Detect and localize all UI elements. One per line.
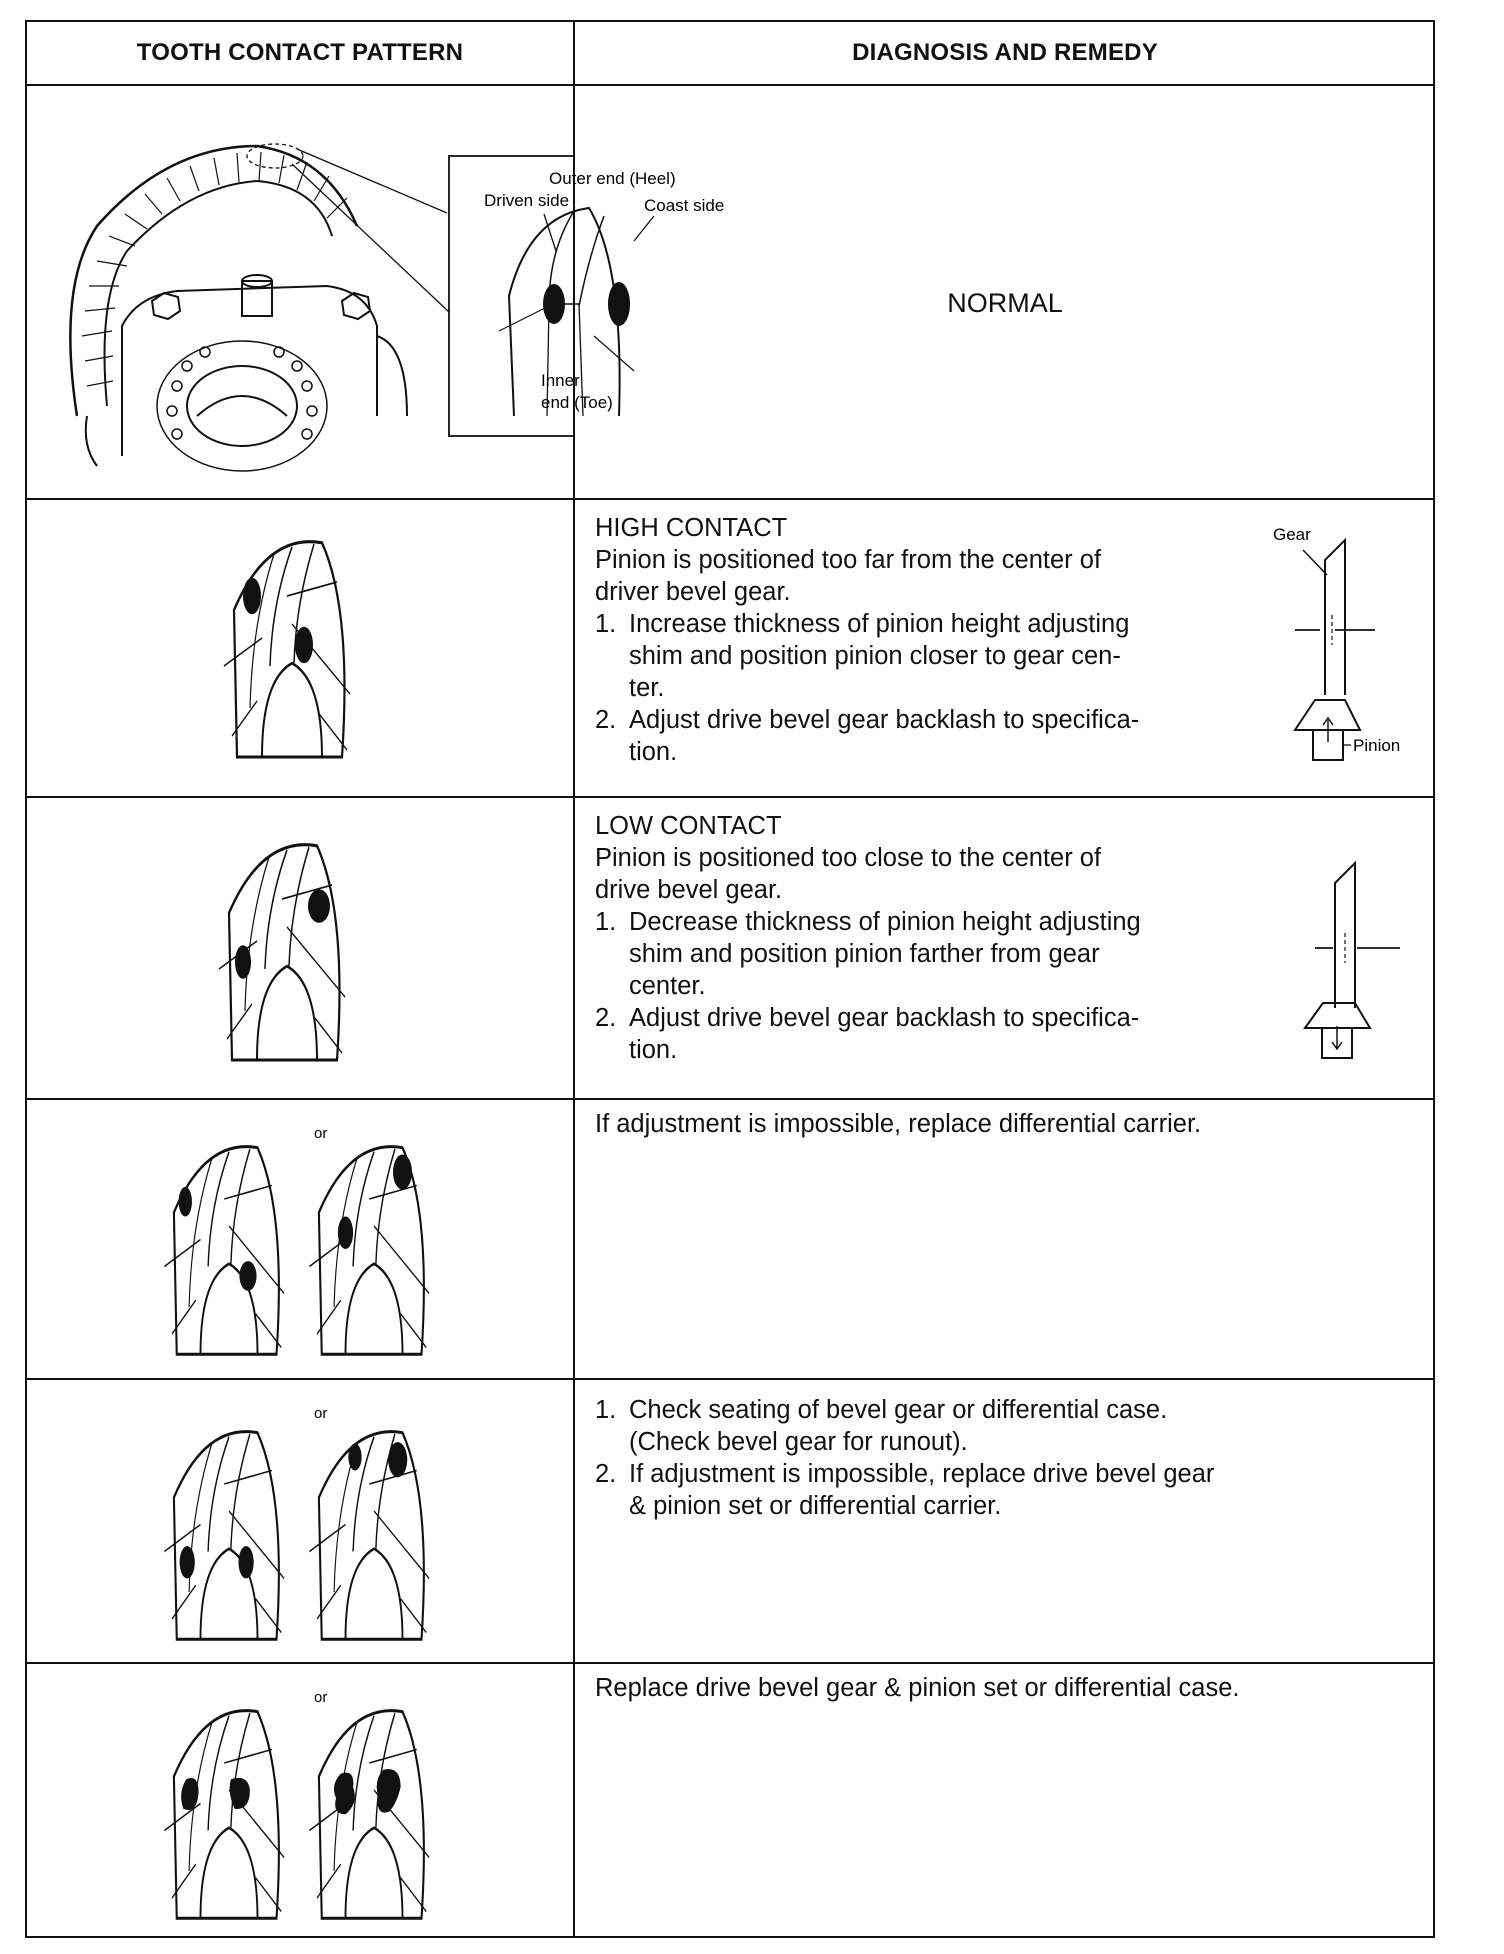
pinion-too-far-diagram	[1265, 520, 1425, 770]
inner-end-label-2: end (Toe)	[541, 393, 613, 412]
step-number: 1.	[595, 908, 617, 936]
low-contact-step1-line3: center.	[629, 972, 706, 1000]
low-contact-diagnosis-cell	[575, 798, 1435, 1098]
contact-mark	[543, 284, 565, 324]
or-label: or	[314, 1689, 328, 1706]
high-contact-line-1: Pinion is positioned too far from the center of	[595, 546, 1102, 574]
row6-text: Replace drive bevel gear & pinion set or differential case.	[595, 1674, 1240, 1702]
row5-step1-line2: (Check bevel gear for runout).	[629, 1428, 968, 1456]
step-number: 1.	[595, 610, 617, 638]
normal-diagnosis-cell	[575, 86, 1435, 498]
step-number: 2.	[595, 1460, 617, 1488]
high-contact-tooth	[27, 500, 573, 796]
high-contact-step1-line1: Increase thickness of pinion height adjusting	[629, 610, 1130, 638]
row6-teeth	[27, 1664, 573, 1938]
low-contact-tooth	[27, 798, 573, 1098]
row5-step2-line1: If adjustment is impossible, replace drive bevel gear	[629, 1460, 1215, 1488]
low-contact-step1-line2: shim and position pinion farther from gear	[629, 940, 1100, 968]
header-tooth-contact-pattern: TOOTH CONTACT PATTERN	[136, 39, 464, 66]
pinion-label: Pinion	[1353, 736, 1401, 755]
row5-step2-line2: & pinion set or differential carrier.	[629, 1492, 1002, 1520]
header-diagnosis-and-remedy: DIAGNOSIS AND REMEDY	[852, 39, 1158, 66]
row5-diagnosis-cell	[575, 1380, 1435, 1662]
row4-text: If adjustment is impossible, replace differential carrier.	[595, 1110, 1202, 1138]
high-contact-step2-line2: tion.	[629, 738, 678, 766]
high-contact-pattern-cell	[27, 500, 573, 796]
row6-pattern-cell	[27, 1664, 573, 1938]
low-contact-pattern-cell	[27, 798, 573, 1098]
row6-diagnosis-cell	[575, 1664, 1435, 1938]
low-contact-step2-line2: tion.	[629, 1036, 678, 1064]
low-contact-step1-line1: Decrease thickness of pinion height adjusting	[629, 908, 1141, 936]
normal-diagnosis-text: NORMAL	[947, 288, 1063, 318]
or-label: or	[314, 1125, 328, 1142]
row4-teeth	[27, 1100, 573, 1378]
normal-pattern-cell	[27, 86, 725, 498]
row5-pattern-cell	[27, 1380, 573, 1662]
row4-pattern-cell	[27, 1100, 573, 1378]
row5-step1-line1: Check seating of bevel gear or differential case.	[629, 1396, 1168, 1424]
low-contact-step2-line1: Adjust drive bevel gear backlash to specifica-	[629, 1004, 1140, 1032]
step-number: 1.	[595, 1396, 617, 1424]
step-number: 2.	[595, 1004, 617, 1032]
high-contact-step2-line1: Adjust drive bevel gear backlash to specifica-	[629, 706, 1140, 734]
high-contact-step1-line2: shim and position pinion closer to gear cen-	[629, 642, 1121, 670]
pinion-too-close-diagram	[1265, 838, 1425, 1068]
low-contact-line-1: Pinion is positioned too close to the center of	[595, 844, 1102, 872]
or-label: or	[314, 1405, 328, 1422]
gear-label: Gear	[1273, 525, 1311, 544]
outer-end-label: Outer end (Heel)	[549, 169, 676, 188]
low-contact-line-2: drive bevel gear.	[595, 876, 783, 904]
contact-pattern-table	[25, 20, 1435, 1938]
row5-teeth	[27, 1380, 573, 1662]
high-contact-step1-line3: ter.	[629, 674, 665, 702]
row4-diagnosis-cell	[575, 1100, 1435, 1378]
low-contact-title: LOW CONTACT	[595, 812, 782, 840]
high-contact-line-2: driver bevel gear.	[595, 578, 791, 606]
inner-end-label: Inner	[541, 371, 580, 390]
step-number: 2.	[595, 706, 617, 734]
driven-side-label: Driven side	[484, 191, 570, 210]
high-contact-title: HIGH CONTACT	[595, 514, 788, 542]
high-contact-diagnosis-cell	[575, 500, 1435, 796]
coast-side-label: Coast side	[644, 196, 725, 215]
